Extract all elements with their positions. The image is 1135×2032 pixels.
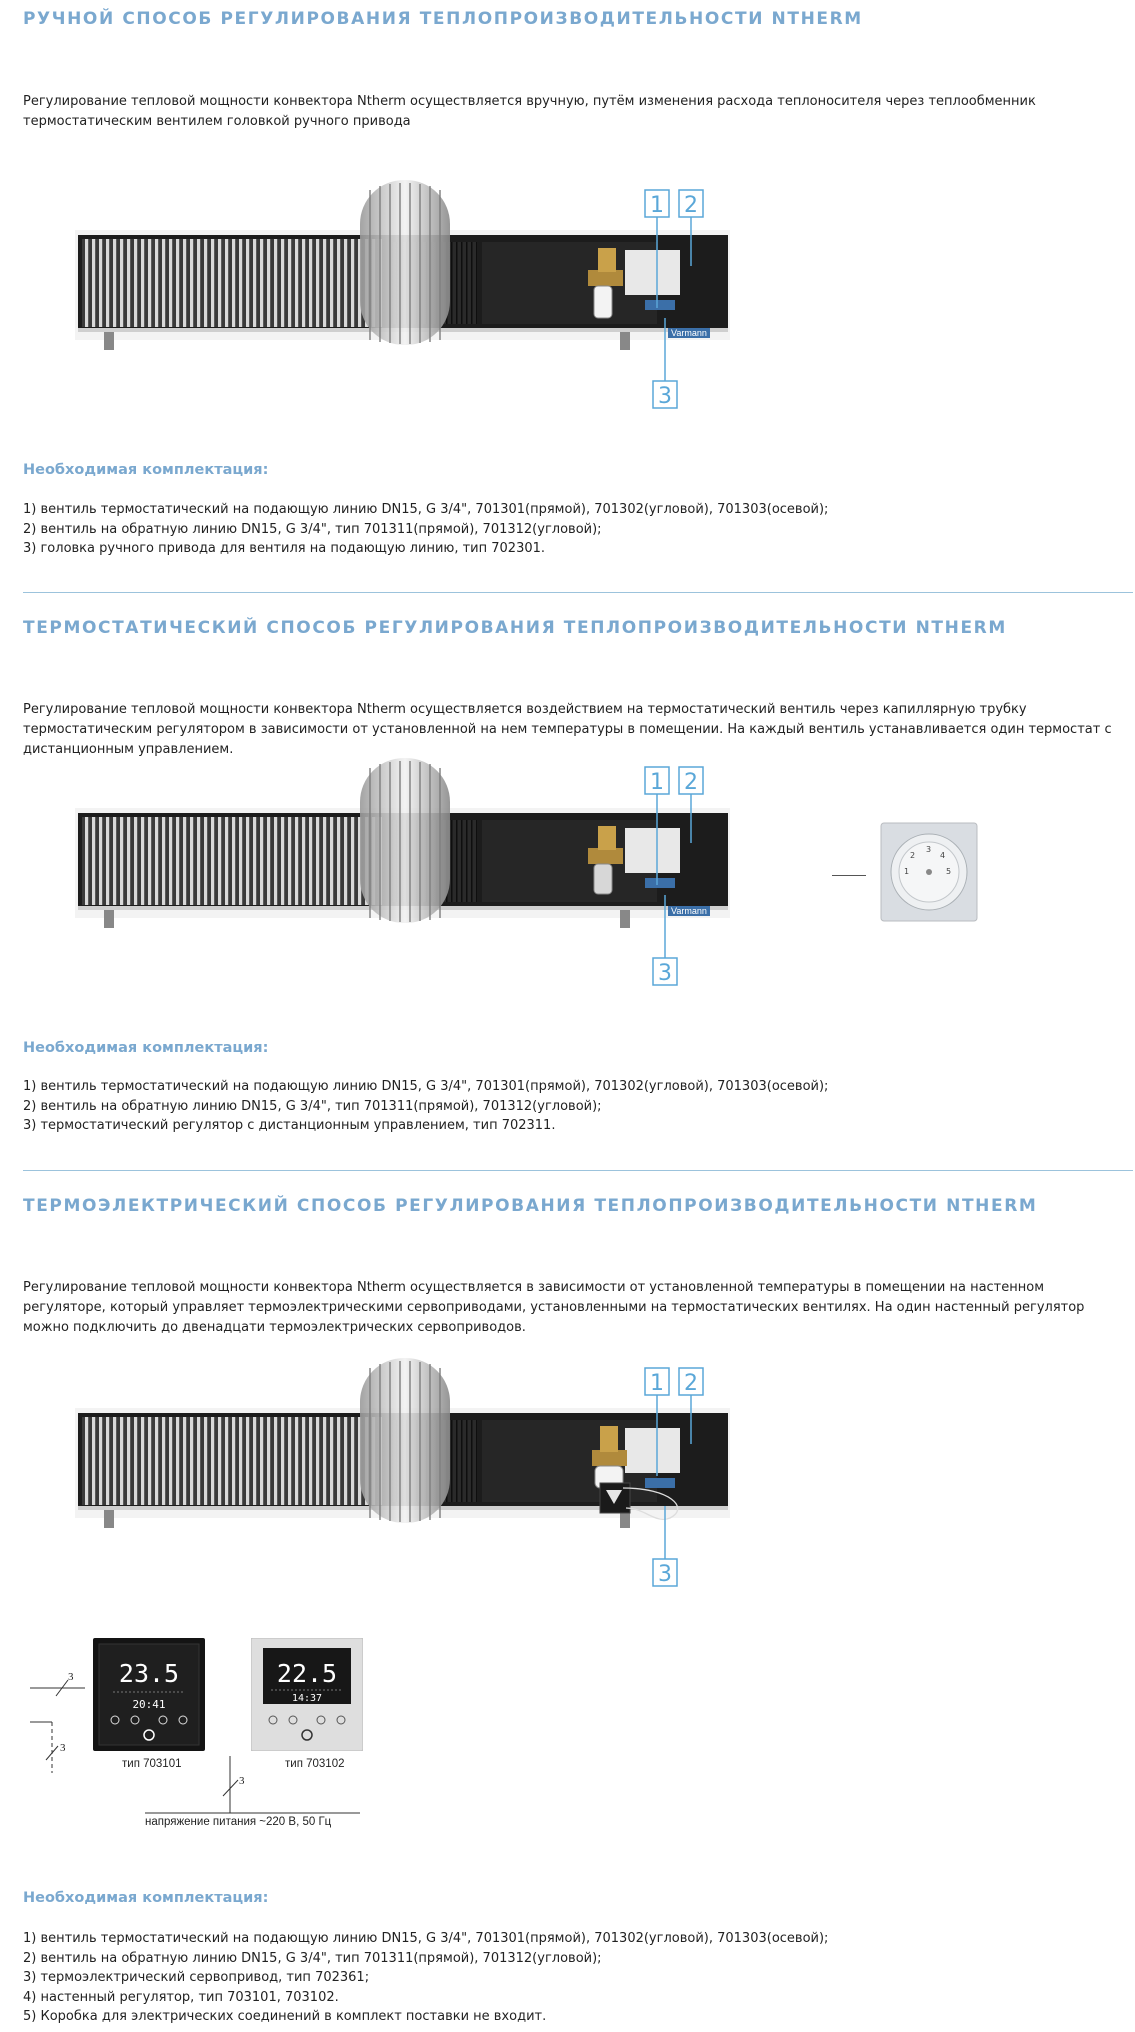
thermostat-time: 20:41	[132, 1698, 166, 1711]
callout-3-label: 3	[658, 961, 672, 986]
section-3-items	[23, 1929, 828, 2027]
svg-text:2: 2	[910, 851, 916, 860]
section-divider	[23, 1170, 1133, 1171]
callout-1-label: 1	[650, 770, 664, 795]
section-1-title: РУЧНОЙ СПОСОБ РЕГУЛИРОВАНИЯ ТЕПЛОПРОИЗВОДИТЕЛЬНОСТИ NTHERM	[23, 9, 863, 29]
thermostat-temp: 22.5	[276, 1659, 338, 1688]
list-item: 5) Коробка для электрических соединений в комплект поставки не входит.	[23, 2009, 547, 2024]
wiring-diagram	[30, 1668, 360, 1838]
section-1-subtitle: Необходимая комплектация:	[23, 462, 269, 478]
thermostat-time: 14:37	[291, 1693, 323, 1704]
capillary-line	[832, 875, 866, 876]
thermostat-caption: тип 703101	[122, 1758, 182, 1770]
svg-text:5: 5	[946, 867, 952, 876]
section-2-items	[23, 1077, 828, 1136]
callout-3-label: 3	[658, 384, 672, 409]
section-2-description: Регулирование тепловой мощности конвектора Ntherm осуществляется воздействием на термостатический вентиль через капиллярную трубку термостатическим регулятором в зависимости от установленной на нем температуры в помещении. На каждый вентиль устанавливается один термостат с дистанционным управлением.	[23, 702, 1112, 757]
power-supply-label: напряжение питания ~220 В, 50 Гц	[145, 1816, 332, 1828]
callout-markers-3	[640, 1366, 720, 1591]
list-item: 3) термостатический регулятор с дистанционным управлением, тип 702311.	[23, 1118, 556, 1133]
list-item: 1) вентиль термостатический на подающую линию DN15, G 3/4", 701301(прямой), 701302(угловой), 701303(осевой);	[23, 1931, 829, 1946]
list-item: 3) головка ручного привода для вентиля на подающую линию, тип 702301.	[23, 541, 546, 556]
thermostat-temp: 23.5	[118, 1659, 180, 1688]
list-item: 2) вентиль на обратную линию DN15, G 3/4", тип 701311(прямой), 701312(угловой);	[23, 521, 602, 537]
callout-2-label: 2	[684, 193, 698, 218]
callout-markers-2	[640, 765, 720, 990]
wire-count-label: 3	[239, 1775, 245, 1787]
brand-label-2: Varmann	[668, 906, 710, 916]
section-3-title: ТЕРМОЭЛЕКТРИЧЕСКИЙ СПОСОБ РЕГУЛИРОВАНИЯ ТЕПЛОПРОИЗВОДИТЕЛЬНОСТИ NTHERM	[23, 1196, 1038, 1216]
thermostat-caption: тип 703102	[285, 1758, 345, 1770]
callout-2-label: 2	[684, 1371, 698, 1396]
section-1-description: Регулирование тепловой мощности конвектора Ntherm осуществляется вручную, путём изменения расхода теплоносителя через теплообменник термостатическим вентилем головкой ручного привода	[23, 94, 1036, 129]
brand-label-1: Varmann	[668, 328, 710, 338]
list-item: 3) термоэлектрический сервопривод, тип 702361;	[23, 1970, 370, 1985]
svg-text:4: 4	[940, 851, 946, 860]
section-3-subtitle: Необходимая комплектация:	[23, 1890, 269, 1906]
list-item: 2) вентиль на обратную линию DN15, G 3/4", тип 701311(прямой), 701312(угловой);	[23, 1098, 602, 1114]
section-3-description: Регулирование тепловой мощности конвектора Ntherm осуществляется в зависимости от установленной температуры в помещении на настенном регуляторе, который управляет термоэлектрическими сервоприводами, установленными на термостатических вентилях. На один настенный регулятор можно подключить до двенадцати термоэлектрических сервоприводов.	[23, 1280, 1085, 1335]
wire-count-label: 3	[68, 1671, 74, 1683]
callout-1-label: 1	[650, 193, 664, 218]
section-1-items	[23, 500, 828, 559]
callout-markers-1	[640, 188, 720, 413]
wire-count-label: 3	[60, 1742, 66, 1754]
svg-text:1: 1	[904, 867, 910, 876]
section-2-title: ТЕРМОСТАТИЧЕСКИЙ СПОСОБ РЕГУЛИРОВАНИЯ ТЕПЛОПРОИЗВОДИТЕЛЬНОСТИ NTHERM	[23, 618, 1007, 638]
section-divider	[23, 592, 1133, 593]
list-item: 4) настенный регулятор, тип 703101, 703102.	[23, 1989, 339, 2005]
svg-text:3: 3	[926, 845, 932, 854]
callout-3-label: 3	[658, 1562, 672, 1587]
callout-1-label: 1	[650, 1371, 664, 1396]
list-item: 1) вентиль термостатический на подающую линию DN15, G 3/4", 701301(прямой), 701302(угловой), 701303(осевой);	[23, 1079, 829, 1094]
section-2-subtitle: Необходимая комплектация:	[23, 1040, 269, 1056]
remote-thermostat-image	[880, 822, 980, 924]
list-item: 1) вентиль термостатический на подающую линию DN15, G 3/4", 701301(прямой), 701302(угловой), 701303(осевой);	[23, 502, 829, 517]
callout-2-label: 2	[684, 770, 698, 795]
list-item: 2) вентиль на обратную линию DN15, G 3/4", тип 701311(прямой), 701312(угловой);	[23, 1950, 602, 1966]
